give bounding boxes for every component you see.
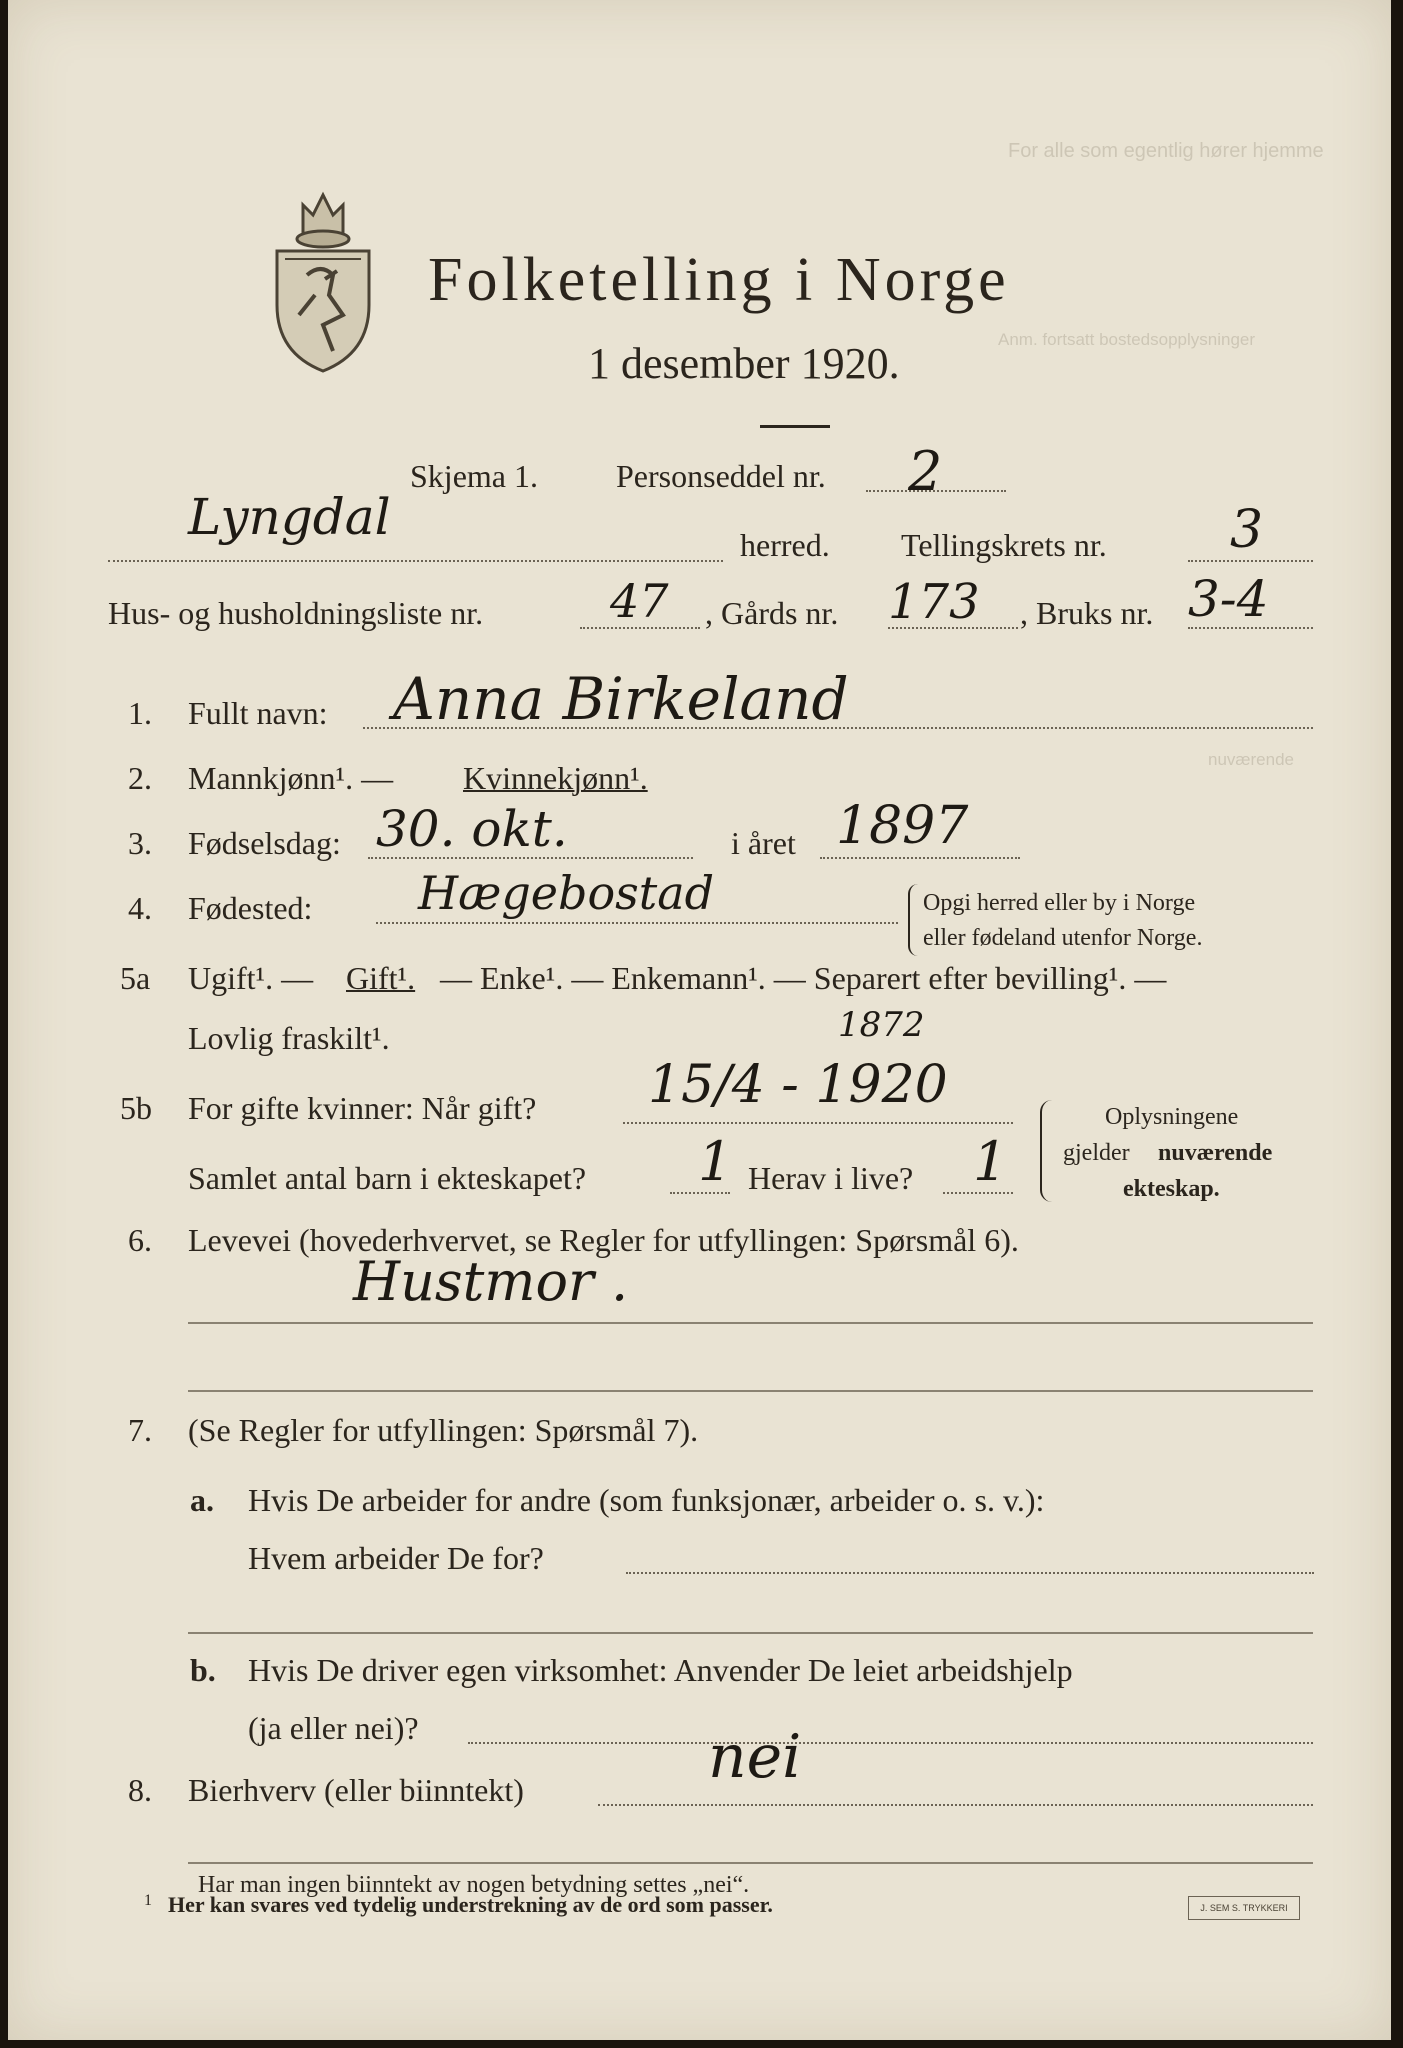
- q1-number: 1.: [128, 695, 152, 731]
- q2-number: 2.: [128, 760, 152, 796]
- krets-field-line: [1188, 560, 1313, 562]
- birthdate-value: 30. okt.: [376, 800, 568, 858]
- full-name-value: Anna Birkeland: [393, 665, 849, 733]
- q3-label: Fødselsdag:: [188, 825, 341, 861]
- q5b-brace: [1040, 1100, 1054, 1202]
- q7a-field-line: [626, 1572, 1314, 1574]
- q5b-number: 5b: [120, 1090, 152, 1126]
- q5b-note-line1: Oplysningene: [1105, 1104, 1239, 1130]
- herred-label: herred.: [740, 527, 830, 563]
- q7a-letter: a.: [190, 1482, 214, 1518]
- q5a-gift-underlined: Gift¹.: [346, 960, 416, 996]
- birth-year-value: 1897: [836, 796, 969, 856]
- q5a-ugift: Ugift¹. —: [188, 960, 314, 996]
- q7b-text: Hvis De driver egen virksomhet: Anvender De leiet arbeidshjelp: [248, 1652, 1073, 1688]
- form-title: Folketelling i Norge: [428, 246, 1010, 314]
- occupation-value: Hustmor .: [353, 1250, 629, 1313]
- q8-field-line: [598, 1804, 1313, 1806]
- title-divider: [760, 425, 830, 428]
- q5b-barn-label: Samlet antal barn i ekteskapet?: [188, 1160, 587, 1196]
- q5b-label: For gifte kvinner: Når gift?: [188, 1090, 537, 1126]
- q4-note-line2: eller fødeland utenfor Norge.: [923, 925, 1203, 951]
- krets-value: 3: [1230, 500, 1264, 560]
- q3-year-label: i året: [731, 825, 796, 861]
- q5b-field-line: [623, 1122, 1013, 1124]
- footnote-mark: 1: [144, 1892, 152, 1909]
- herred-value: Lyngdal: [188, 488, 391, 546]
- q5a-rest: — Enke¹. — Enkemann¹. — Separert efter bevilling¹. —: [440, 960, 1167, 996]
- q1-label: Fullt navn:: [188, 695, 328, 731]
- printer-mark: J. SEM S. TRYKKERI: [1188, 1896, 1300, 1920]
- q3-year-field-line: [820, 857, 1020, 859]
- gards-label: , Gårds nr.: [705, 595, 839, 631]
- q5b-live-label: Herav i live?: [748, 1160, 914, 1196]
- q4-brace: [908, 884, 920, 956]
- q6-label: Levevei (hovederhvervet, se Regler for utfyllingen: Spørsmål 6).: [188, 1222, 1019, 1258]
- q7b-text2: (ja eller nei)?: [248, 1710, 419, 1746]
- q7b-field-line: [468, 1742, 1313, 1744]
- q8-label: Bierhverv (eller biinntekt): [188, 1772, 524, 1808]
- q7-label: (Se Regler for utfyllingen: Spørsmål 7).: [188, 1412, 699, 1448]
- q2-mann: Mannkjønn¹. —: [188, 760, 394, 796]
- q5a-number: 5a: [120, 960, 151, 996]
- person-number-value: 2: [908, 440, 943, 503]
- secondary-income-value: nei: [708, 1722, 802, 1792]
- q5b-note-line3: ekteskap.: [1123, 1176, 1220, 1202]
- children-count-value: 1: [698, 1130, 733, 1193]
- gards-value: 173: [888, 574, 980, 630]
- q5b-note-line2b: nuværende: [1158, 1140, 1273, 1166]
- q8-number: 8.: [128, 1772, 152, 1808]
- q4-label: Fødested:: [188, 890, 313, 926]
- krets-label: Tellingskrets nr.: [901, 527, 1107, 563]
- schema-label: Skjema 1.: [410, 458, 538, 494]
- bruks-label: , Bruks nr.: [1020, 595, 1154, 631]
- q4-field-line: [376, 922, 898, 924]
- coat-of-arms-icon: [263, 175, 383, 375]
- nei-note: Har man ingen biinntekt av nogen betydning settes „nei“.: [198, 1872, 750, 1898]
- q2-kvinne-underlined: Kvinnekjønn¹.: [463, 760, 648, 796]
- q7a-line2: [188, 1632, 1313, 1634]
- hus-label: Hus- og husholdningsliste nr.: [108, 595, 484, 631]
- marriage-date-value: 15/4 - 1920: [648, 1055, 948, 1115]
- q6-line2: [188, 1390, 1313, 1392]
- herred-field-line: [108, 560, 723, 562]
- q7a-text2: Hvem arbeider De for?: [248, 1540, 544, 1576]
- q5a-line2: Lovlig fraskilt¹.: [188, 1020, 390, 1056]
- q4-number: 4.: [128, 890, 152, 926]
- q5a-annotation: 1872: [838, 1005, 925, 1045]
- birthplace-value: Hægebostad: [418, 866, 715, 920]
- children-alive-value: 1: [973, 1130, 1008, 1193]
- bruks-value: 3-4: [1188, 570, 1269, 628]
- q3-number: 3.: [128, 825, 152, 861]
- census-form: For alle som egentlig hører hjemme Anm. fortsatt bostedsopplysninger nuværende Folketelling i Norge 1 desember 1920. Skjema 1. Personseddel nr. 2 Lyngdal herred. Tellingskrets nr. 3 Hus- og husholdningsliste nr. 47 , Gårds nr. 173 , Bruks nr. 3-4 1. Fullt navn: Anna Birkeland 2. Mannkjønn¹. — Kvinnekjønn¹. 3. Fødselsdag: 30. okt. i året 1897 4. Fødested: Hægebostad Opgi herred eller by i Norge eller fødeland utenfor Norge. 5a Ugift¹. — Gift¹. — Enke¹. — Enkemann¹. — Separert efter bevilling¹. — Lovlig fraskilt¹. 1872 5b For gifte kvinner: Når gift? 15/4 - 1920 Samlet antal barn i ekteskapet? 1 Herav i live? 1 Oplysningene gjelder nuværende ekteskap. 6. Levevei (hovederhvervet, se Regler for utfyllingen: Spørsmål 6). Hustmor . 7. (Se Regler for utfyllingen: Spørsmål 7). a. Hvis De arbeider for andre (som funksjonær, arbeider o. s. v.): Hvem arbeider De for? b. Hvis De driver egen virksomhet: Anvender De leiet arbeidshjelp (ja eller nei)? 8. Bierhverv (eller biinntekt) nei Har man ingen biinntekt av nogen betydning settes „nei“. 1 Her kan svares ved tydelig understrekning av de ord som passer. J. SEM S. TRYKKERI: [8, 0, 1391, 2040]
- hus-value: 47: [610, 574, 669, 628]
- person-label: Personseddel nr.: [616, 458, 826, 494]
- q8-line2: [188, 1862, 1313, 1864]
- q7a-text: Hvis De arbeider for andre (som funksjonær, arbeider o. s. v.):: [248, 1482, 1045, 1518]
- q6-line1: [188, 1322, 1313, 1324]
- q5b-note-line2a: gjelder: [1063, 1140, 1130, 1166]
- q7-number: 7.: [128, 1412, 152, 1448]
- q6-number: 6.: [128, 1222, 152, 1258]
- q4-note-line1: Opgi herred eller by i Norge: [923, 890, 1196, 916]
- form-date: 1 desember 1920.: [588, 339, 900, 388]
- q7b-letter: b.: [190, 1652, 216, 1688]
- footnote-text: Her kan svares ved tydelig understrekning av de ord som passer.: [168, 1892, 773, 1917]
